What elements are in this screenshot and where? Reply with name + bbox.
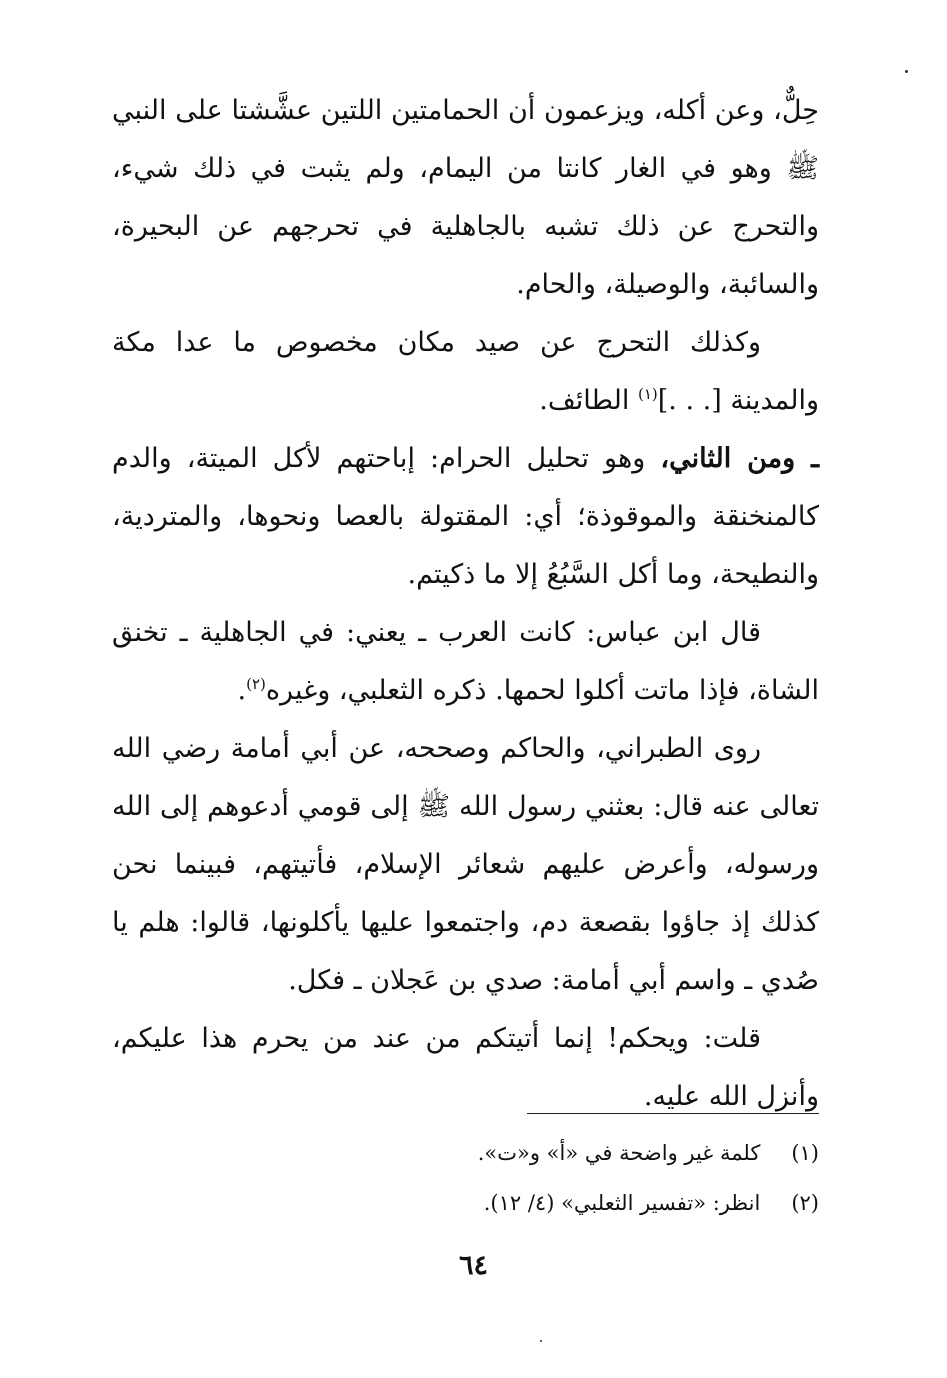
paragraph-text: قال ابن عباس: كانت العرب ـ يعني: في الجاهلية ـ تخنق الشاة، فإذا ماتت أكلوا لحمها. ذكره الثعلبي، وغيره [112, 617, 819, 706]
footnote-number: (١) [791, 1141, 819, 1165]
paragraph-tail: . [237, 675, 247, 706]
scan-speck [905, 70, 908, 73]
paragraph-text: قلت: ويحكم! إنما أتيتكم من عند من يحرم هذا عليكم، وأنزل الله عليه. [112, 1023, 819, 1112]
footnote-item [300, 1178, 819, 1228]
footnote-text: كلمة غير واضحة في «أ» و«ت». [477, 1141, 761, 1165]
footnote-ref-2: (٢) [246, 675, 266, 693]
footnote-ref-1: (١) [637, 385, 658, 403]
footnote-number: (٢) [791, 1191, 819, 1215]
scan-speck [540, 1340, 542, 1342]
paragraph-text: حِلٌّ، وعن أكله، ويزعمون أن الحمامتين اللتين عشَّشتا على النبي ﷺ وهو في الغار كانتا من اليمام، ولم يثبت في ذلك شيء، والتحرج عن ذلك تشبه بالجاهلية في تحرجهم عن البحيرة، والسائبة، والوصيلة، والحام. [112, 95, 819, 300]
footnote-item [300, 1128, 819, 1178]
footnotes [300, 1128, 819, 1228]
page-number: ٦٤ [458, 1250, 488, 1281]
paragraph-5 [112, 720, 819, 1010]
paragraph-text: روى الطبراني، والحاكم وصححه، عن أبي أمامة رضي الله تعالى عنه قال: بعثني رسول الله ﷺ إلى قومي أدعوهم إلى الله ورسوله، وأعرض عليهم شعائر الإسلام، فأتيتهم، فبينما نحن كذلك إذ جاؤوا بقصعة دم، واجتمعوا عليها يأكلونها، قالوا: هلم يا صُدي ـ واسم أبي أمامة: صدي بن عَجلان ـ فكل. [112, 733, 819, 996]
section-lead: ـ ومن الثاني، [660, 443, 819, 474]
main-text [112, 82, 819, 1126]
paragraph-1 [112, 82, 819, 314]
footnote-separator [527, 1113, 819, 1114]
paragraph-2 [112, 314, 819, 430]
footnote-text: انظر: «تفسير الثعلبي» (٤/ ١٢). [483, 1191, 761, 1215]
paragraph-3 [112, 430, 819, 604]
paragraph-tail: الطائف. [539, 385, 638, 416]
paragraph-4 [112, 604, 819, 720]
paragraph-text: وهو تحليل الحرام: إباحتهم لأكل الميتة، والدم كالمنخنقة والموقوذة؛ أي: المقتولة بالعصا ونحوها، والمتردية، والنطيحة، وما أكل السَّبُعُ إلا ما ذكيتم. [112, 443, 819, 590]
paragraph-text: وكذلك التحرج عن صيد مكان مخصوص ما عدا مكة والمدينة [. . .] [112, 327, 819, 416]
paragraph-6 [112, 1010, 819, 1126]
